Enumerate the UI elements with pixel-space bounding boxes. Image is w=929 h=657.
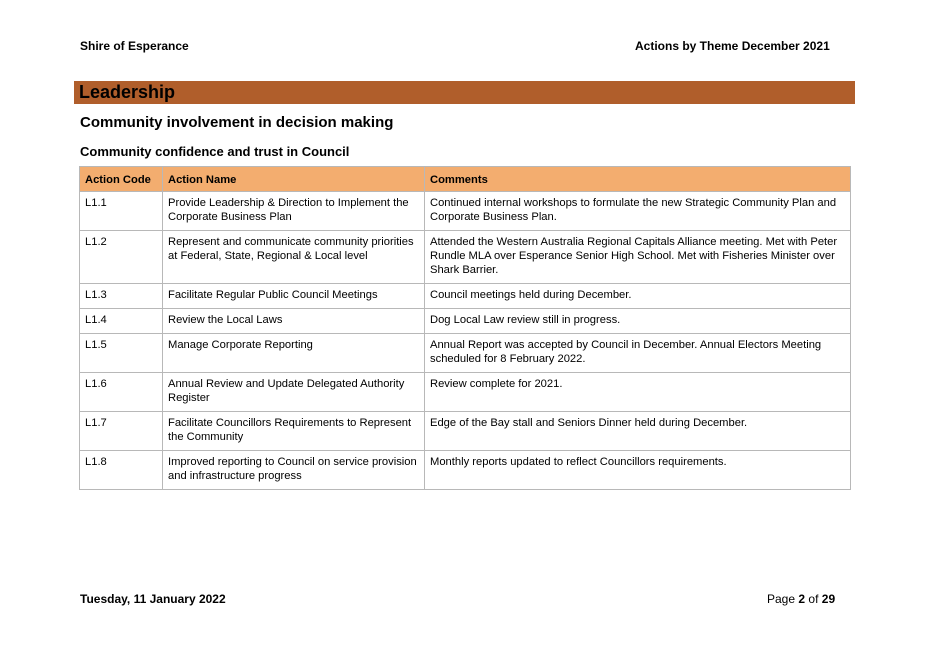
table-row xyxy=(80,373,851,412)
table-row xyxy=(80,231,851,284)
page-of: of xyxy=(808,592,819,606)
page-current: 2 xyxy=(798,592,806,606)
action-code-cell: L1.2 xyxy=(80,231,163,284)
comments-cell: Monthly reports updated to reflect Councillors requirements. xyxy=(425,451,851,490)
page-number xyxy=(767,592,835,606)
table-row xyxy=(80,192,851,231)
action-name-cell: Facilitate Regular Public Council Meetings xyxy=(163,284,425,309)
theme-title: Leadership xyxy=(79,82,176,102)
report-title: Actions by Theme December 2021 xyxy=(635,39,830,53)
theme-banner xyxy=(74,81,855,104)
comments-cell: Dog Local Law review still in progress. xyxy=(425,309,851,334)
comments-cell: Annual Report was accepted by Council in December. Annual Electors Meeting scheduled for 8 February 2022. xyxy=(425,334,851,373)
action-name-cell: Represent and communicate community priorities at Federal, State, Regional & Local level xyxy=(163,231,425,284)
comments-cell: Review complete for 2021. xyxy=(425,373,851,412)
objective-heading: Community involvement in decision making xyxy=(80,114,394,131)
comments-cell: Edge of the Bay stall and Seniors Dinner held during December. xyxy=(425,412,851,451)
action-code-cell: L1.5 xyxy=(80,334,163,373)
action-name-cell: Manage Corporate Reporting xyxy=(163,334,425,373)
page-word: Page xyxy=(767,592,796,606)
outcome-heading: Community confidence and trust in Council xyxy=(80,144,350,159)
page-total: 29 xyxy=(821,592,836,606)
comments-cell: Attended the Western Australia Regional Capitals Alliance meeting. Met with Peter Rundle MLA over Esperance Senior High School. Met with Fisheries Minister over Shark Barrier. xyxy=(425,231,851,284)
action-name-cell: Improved reporting to Council on service provision and infrastructure progress xyxy=(163,451,425,490)
action-name-cell: Provide Leadership & Direction to Implement the Corporate Business Plan xyxy=(163,192,425,231)
action-code-cell: L1.7 xyxy=(80,412,163,451)
column-header-action-code: Action Code xyxy=(80,167,163,192)
table-row xyxy=(80,284,851,309)
table-header-row xyxy=(80,167,851,192)
table-row xyxy=(80,309,851,334)
table-row xyxy=(80,334,851,373)
comments-cell: Continued internal workshops to formulate the new Strategic Community Plan and Corporate Business Plan. xyxy=(425,192,851,231)
actions-table xyxy=(79,166,851,490)
action-code-cell: L1.6 xyxy=(80,373,163,412)
action-name-cell: Review the Local Laws xyxy=(163,309,425,334)
column-header-comments: Comments xyxy=(425,167,851,192)
action-code-cell: L1.4 xyxy=(80,309,163,334)
action-name-cell: Facilitate Councillors Requirements to Represent the Community xyxy=(163,412,425,451)
comments-cell: Council meetings held during December. xyxy=(425,284,851,309)
column-header-action-name: Action Name xyxy=(163,167,425,192)
action-name-cell: Annual Review and Update Delegated Authority Register xyxy=(163,373,425,412)
report-date: Tuesday, 11 January 2022 xyxy=(80,592,226,606)
action-code-cell: L1.3 xyxy=(80,284,163,309)
action-code-cell: L1.1 xyxy=(80,192,163,231)
organisation-name: Shire of Esperance xyxy=(80,39,189,53)
table-row xyxy=(80,451,851,490)
table-row xyxy=(80,412,851,451)
action-code-cell: L1.8 xyxy=(80,451,163,490)
